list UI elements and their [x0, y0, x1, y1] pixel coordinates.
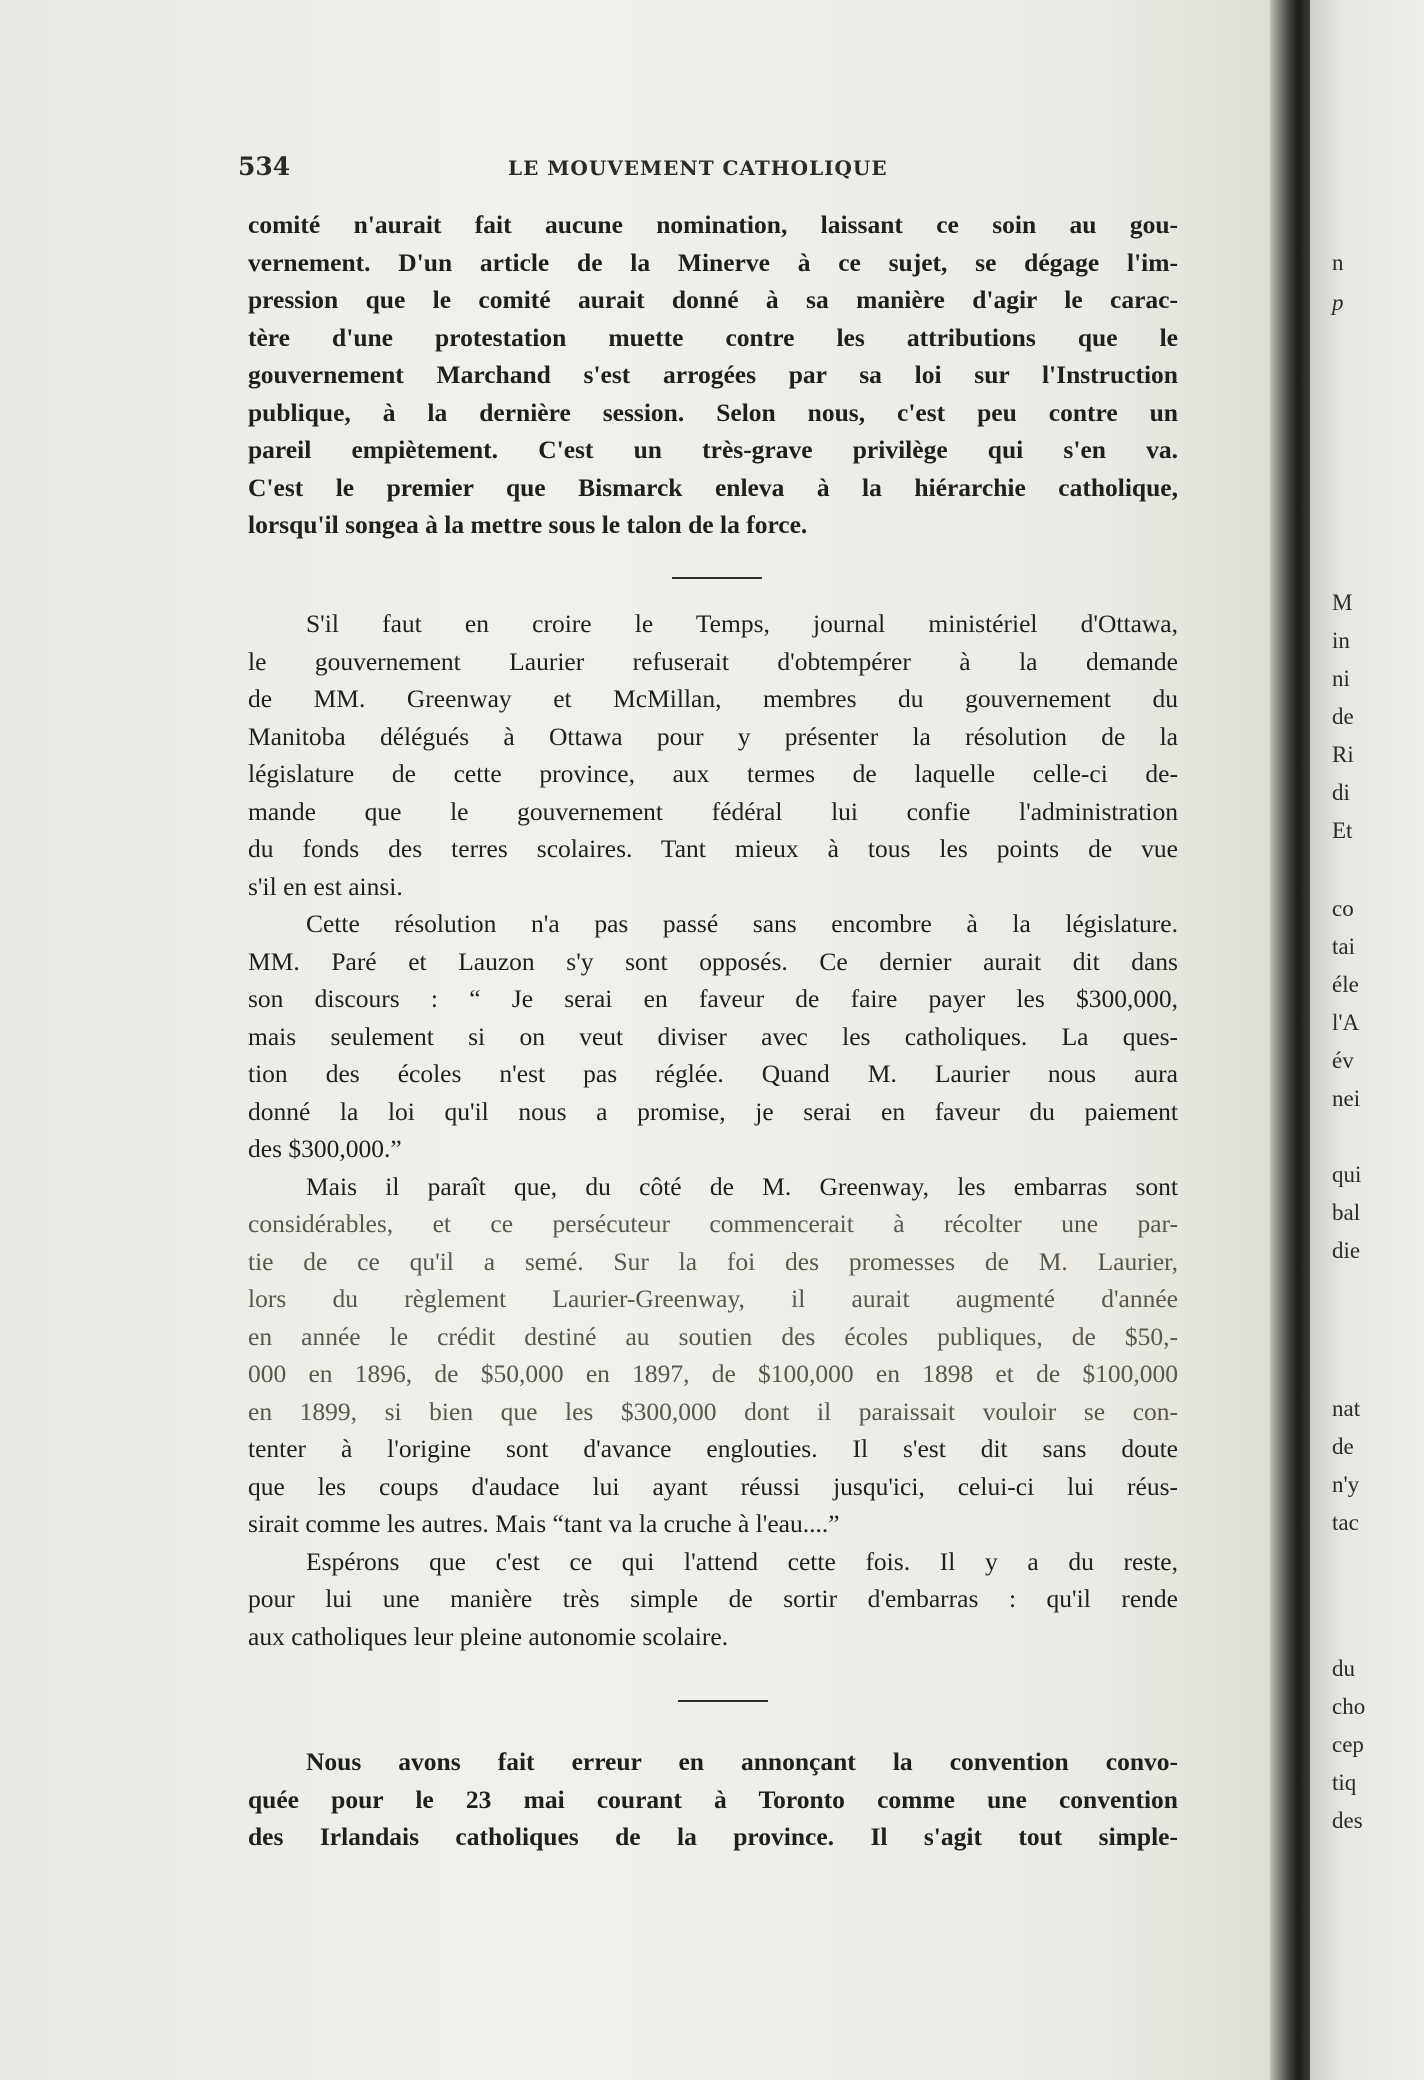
text-line: tenter à l'origine sont d'avance englouties. Il s'est dit sans doute — [248, 1434, 1178, 1463]
opposite-fragment: n'y — [1332, 1472, 1360, 1497]
text-line: en année le crédit destiné au soutien des écoles publiques, de $50,- — [248, 1321, 1178, 1351]
text-line: publique, à la dernière session. Selon nous, c'est peu contre un — [248, 397, 1178, 427]
text-line: pareil empiètement. C'est un très-grave privilège qui s'en va. — [248, 435, 1178, 464]
text-line: Manitoba délégués à Ottawa pour y présenter la résolution de la — [248, 721, 1178, 751]
book-gutter — [1270, 0, 1310, 2080]
text-line: quée pour le 23 mai courant à Toronto comme une convention — [248, 1784, 1178, 1814]
paragraph-comite — [248, 206, 1178, 544]
opposite-fragment: ni — [1332, 666, 1350, 691]
page-number: 534 — [238, 152, 291, 181]
text-line: en 1899, si bien que les $300,000 dont il paraissait vouloir se con- — [248, 1396, 1178, 1426]
text-line: législature de cette province, aux termes de laquelle celle-ci de- — [248, 759, 1178, 788]
article-convention — [248, 1743, 1178, 1856]
text-line: du fonds des terres scolaires. Tant mieux à tous les points de vue — [248, 834, 1178, 863]
text-line: 000 en 1896, de $50,000 en 1897, de $100,000 en 1898 et de $100,000 — [248, 1359, 1178, 1388]
text-line: S'il faut en croire le Temps, journal ministériel d'Ottawa, — [306, 609, 1178, 638]
opposite-fragment: des — [1332, 1808, 1363, 1833]
opposite-fragment: di — [1332, 780, 1350, 805]
page-header — [238, 152, 1178, 188]
opposite-page-edge — [1310, 0, 1424, 2080]
text-line: pression que le comité aurait donné à sa manière d'agir le carac- — [248, 285, 1178, 314]
text-line: Cette résolution n'a pas passé sans encombre à la législature. — [306, 909, 1178, 938]
article-temps — [248, 605, 1178, 1655]
opposite-fragment: qui — [1332, 1162, 1362, 1187]
text-line: considérables, et ce persécuteur commencerait à récolter une par- — [248, 1209, 1178, 1238]
text-line: mais seulement si on veut diviser avec les catholiques. La ques- — [248, 1021, 1178, 1051]
section-separator — [672, 577, 762, 579]
opposite-fragment: cho — [1332, 1694, 1366, 1719]
section-separator — [678, 1700, 768, 1702]
opposite-fragment: nat — [1332, 1396, 1361, 1421]
text-line: des Irlandais catholiques de la province. Il s'agit tout simple- — [248, 1822, 1178, 1851]
text-line: aux catholiques leur pleine autonomie scolaire. — [248, 1621, 729, 1651]
text-line: son discours : “ Je serai en faveur de faire payer les $300,000, — [248, 984, 1178, 1013]
opposite-fragment: co — [1332, 896, 1354, 921]
text-line: s'il en est ainsi. — [248, 871, 403, 901]
text-line: Espérons que c'est ce qui l'attend cette fois. Il y a du reste, — [306, 1546, 1178, 1576]
opposite-fragment: tiq — [1332, 1770, 1357, 1795]
opposite-fragment: nei — [1332, 1086, 1361, 1111]
running-head: LE MOUVEMENT CATHOLIQUE — [508, 156, 888, 180]
opposite-fragment: tac — [1332, 1510, 1359, 1535]
opposite-fragment: p — [1332, 290, 1344, 315]
opposite-fragment: év — [1332, 1048, 1354, 1073]
text-line: tie de ce qu'il a semé. Sur la foi des promesses de M. Laurier, — [248, 1246, 1178, 1276]
text-line: gouvernement Marchand s'est arrogées par sa loi sur l'Instruction — [248, 360, 1178, 389]
text-line: tère d'une protestation muette contre les attributions que le — [248, 322, 1178, 352]
text-line: de MM. Greenway et McMillan, membres du gouvernement du — [248, 684, 1178, 713]
opposite-fragment: in — [1332, 628, 1350, 653]
opposite-fragment: de — [1332, 1434, 1354, 1459]
opposite-fragment: de — [1332, 704, 1354, 729]
text-line: comité n'aurait fait aucune nomination, laissant ce soin au gou- — [248, 210, 1178, 239]
opposite-fragment: éle — [1332, 972, 1359, 997]
text-line: que les coups d'audace lui ayant réussi jusqu'ici, celui-ci lui réus- — [248, 1471, 1178, 1501]
opposite-fragment: M — [1332, 590, 1353, 615]
opposite-fragment: n — [1332, 250, 1344, 275]
opposite-fragment: Ri — [1332, 742, 1354, 767]
text-line: tion des écoles n'est pas réglée. Quand M. Laurier nous aura — [248, 1059, 1178, 1088]
text-line: lors du règlement Laurier-Greenway, il aurait augmenté d'année — [248, 1284, 1178, 1313]
opposite-fragment: Et — [1332, 818, 1353, 843]
text-line: pour lui une manière très simple de sortir d'embarras : qu'il rende — [248, 1584, 1178, 1613]
text-line: C'est le premier que Bismarck enleva à la hiérarchie catholique, — [248, 472, 1178, 502]
text-line: MM. Paré et Lauzon s'y sont opposés. Ce dernier aurait dit dans — [248, 946, 1178, 976]
text-line: mande que le gouvernement fédéral lui confie l'administration — [248, 796, 1178, 826]
opposite-fragment: cep — [1332, 1732, 1364, 1757]
text-line: des $300,000.” — [248, 1134, 402, 1163]
text-line: Nous avons fait erreur en annonçant la convention convo- — [306, 1747, 1178, 1776]
opposite-fragment: bal — [1332, 1200, 1361, 1225]
text-line: Mais il paraît que, du côté de M. Greenway, les embarras sont — [306, 1171, 1178, 1201]
opposite-fragment: die — [1332, 1238, 1361, 1263]
text-line: donné la loi qu'il nous a promise, je serai en faveur du paiement — [248, 1096, 1178, 1126]
text-line: le gouvernement Laurier refuserait d'obtempérer à la demande — [248, 646, 1178, 676]
opposite-fragment: tai — [1332, 934, 1355, 959]
text-line: sirait comme les autres. Mais “tant va la cruche à l'eau....” — [248, 1509, 840, 1538]
opposite-fragment: l'A — [1332, 1010, 1360, 1035]
text-line: vernement. D'un article de la Minerve à ce sujet, se dégage l'im- — [248, 247, 1178, 277]
text-line: lorsqu'il songea à la mettre sous le talon de la force. — [248, 510, 808, 539]
opposite-fragment: du — [1332, 1656, 1355, 1681]
